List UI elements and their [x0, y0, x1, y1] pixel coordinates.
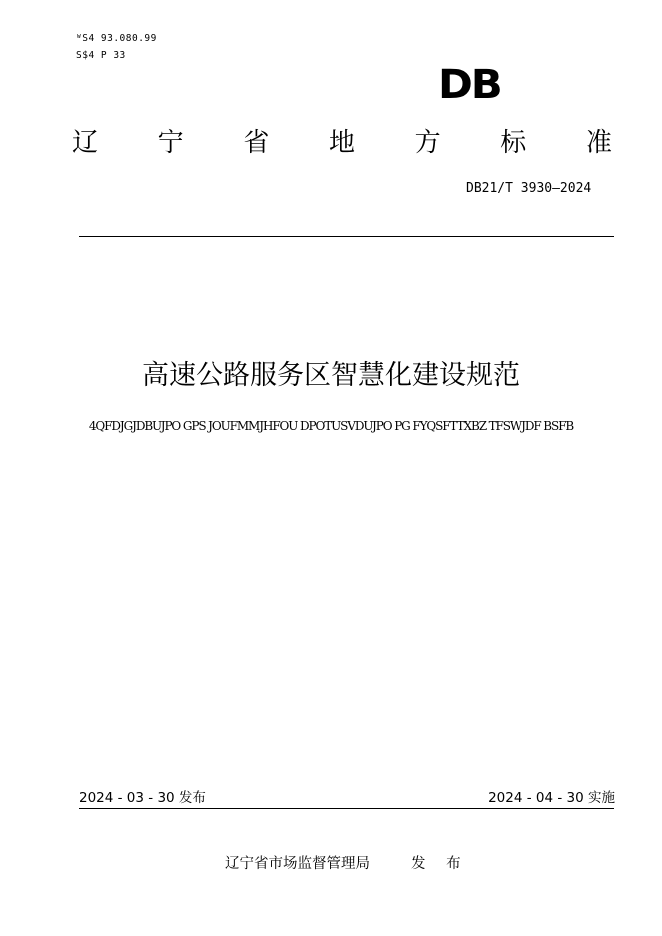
document-title: 高速公路服务区智慧化建设规范 — [142, 360, 520, 391]
issue-label: 发 布 — [411, 856, 469, 872]
standard-title-char: 辽 — [72, 128, 99, 158]
standard-number: DB21/T 3930—2024 — [466, 181, 592, 196]
db-logo: DB — [438, 62, 501, 108]
publish-date: 2024 - 03 - 30 发布 — [79, 790, 206, 806]
standard-title-char: 准 — [585, 128, 612, 158]
ccs-code: S$4 P 33 — [76, 50, 126, 61]
standard-title-char: 标 — [500, 128, 527, 158]
implement-date: 2024 - 04 - 30 实施 — [488, 790, 615, 806]
ics-code: ᵂS4 93.080.99 — [76, 33, 157, 44]
bottom-divider — [79, 808, 614, 809]
issuing-authority: 辽宁省市场监督管理局 — [225, 856, 370, 872]
standard-title-char: 省 — [243, 128, 270, 158]
standard-type-title — [72, 127, 612, 159]
document-english-title: 4QFDJGJDBUJPO GPS JOUFMMJHFOU DPOTUSVDUJPO PG FYQSFTTXBZ TFSWJDF BSFB — [88, 419, 574, 433]
top-divider — [79, 236, 614, 237]
standard-title-char: 宁 — [157, 128, 184, 158]
standard-title-char: 方 — [414, 128, 441, 158]
standard-title-char: 地 — [328, 128, 355, 158]
